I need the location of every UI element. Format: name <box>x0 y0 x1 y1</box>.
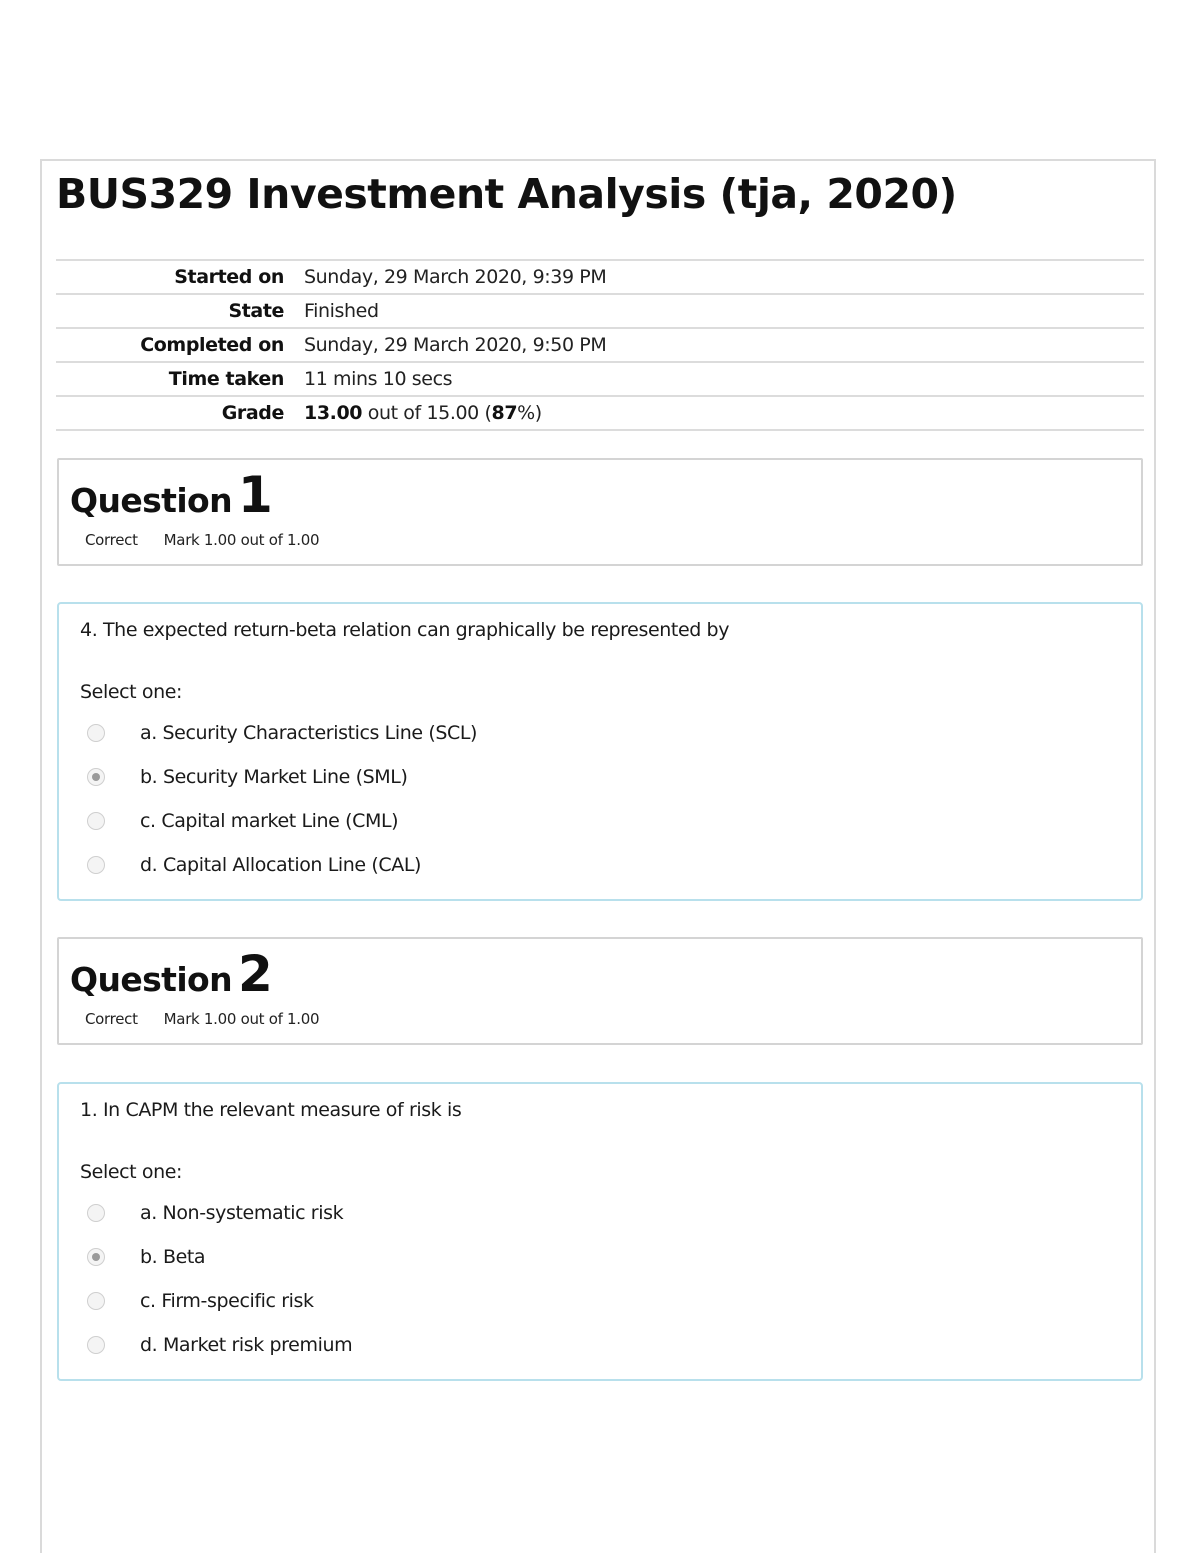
summary-row-time-taken <box>56 363 1144 397</box>
question-info-box <box>57 937 1143 1045</box>
course-title: BUS329 Investment Analysis (tja, 2020) <box>56 170 957 218</box>
select-one-prompt: Select one: <box>80 1161 183 1183</box>
question-heading <box>70 945 273 1003</box>
grade-percent: 87 <box>491 402 518 424</box>
summary-row-started-on <box>56 261 1144 295</box>
answer-list <box>87 1191 352 1367</box>
answer-label[interactable]: c. Firm-specific risk <box>140 1290 314 1312</box>
question-meta <box>85 1010 319 1028</box>
answer-option[interactable] <box>87 1191 352 1235</box>
summary-label: Time taken <box>168 368 284 390</box>
answer-list <box>87 711 477 887</box>
question-info-box <box>57 458 1143 566</box>
answer-option[interactable] <box>87 1279 352 1323</box>
answer-option[interactable] <box>87 843 477 887</box>
question-content-box <box>57 602 1143 901</box>
question-label: Question <box>70 481 233 520</box>
grade-score: 13.00 <box>304 402 363 424</box>
radio-button[interactable] <box>87 856 105 874</box>
summary-row-state <box>56 295 1144 329</box>
summary-label: Grade <box>221 402 284 424</box>
radio-button[interactable] <box>87 724 105 742</box>
question-mark: Mark 1.00 out of 1.00 <box>163 1010 320 1028</box>
question-number: 1 <box>238 466 273 524</box>
answer-option[interactable] <box>87 1235 352 1279</box>
grade-percent-suffix: %) <box>517 402 542 424</box>
question-mark: Mark 1.00 out of 1.00 <box>163 531 320 549</box>
summary-label: Started on <box>174 266 284 288</box>
question-status: Correct <box>85 1010 138 1028</box>
question-text: 1. In CAPM the relevant measure of risk is <box>80 1099 462 1121</box>
answer-label[interactable]: a. Security Characteristics Line (SCL) <box>140 722 478 744</box>
answer-option[interactable] <box>87 711 477 755</box>
question-content-box <box>57 1082 1143 1381</box>
radio-button[interactable] <box>87 812 105 830</box>
grade-value <box>284 402 542 424</box>
answer-label[interactable]: c. Capital market Line (CML) <box>140 810 399 832</box>
question-meta <box>85 531 319 549</box>
question-heading <box>70 466 273 524</box>
answer-label[interactable]: d. Capital Allocation Line (CAL) <box>140 854 422 876</box>
grade-out-of: out of 15.00 ( <box>362 402 492 424</box>
radio-button-selected[interactable] <box>87 1248 105 1266</box>
question-text: 4. The expected return-beta relation can graphically be represented by <box>80 619 730 641</box>
question-label: Question <box>70 960 233 999</box>
answer-label[interactable]: b. Beta <box>140 1246 206 1268</box>
answer-label[interactable]: a. Non-systematic risk <box>140 1202 344 1224</box>
answer-label[interactable]: b. Security Market Line (SML) <box>140 766 408 788</box>
radio-button[interactable] <box>87 1336 105 1354</box>
answer-option[interactable] <box>87 755 477 799</box>
answer-option[interactable] <box>87 799 477 843</box>
radio-button[interactable] <box>87 1292 105 1310</box>
summary-value: Sunday, 29 March 2020, 9:50 PM <box>304 334 607 356</box>
question-number: 2 <box>238 945 273 1003</box>
select-one-prompt: Select one: <box>80 681 183 703</box>
summary-row-grade <box>56 397 1144 431</box>
summary-value: Finished <box>304 300 379 322</box>
summary-label: Completed on <box>140 334 284 356</box>
summary-label: State <box>228 300 284 322</box>
radio-button[interactable] <box>87 1204 105 1222</box>
question-status: Correct <box>85 531 138 549</box>
attempt-summary-table <box>56 259 1144 431</box>
summary-row-completed-on <box>56 329 1144 363</box>
radio-button-selected[interactable] <box>87 768 105 786</box>
summary-value: 11 mins 10 secs <box>304 368 453 390</box>
answer-option[interactable] <box>87 1323 352 1367</box>
answer-label[interactable]: d. Market risk premium <box>140 1334 353 1356</box>
summary-value: Sunday, 29 March 2020, 9:39 PM <box>304 266 607 288</box>
